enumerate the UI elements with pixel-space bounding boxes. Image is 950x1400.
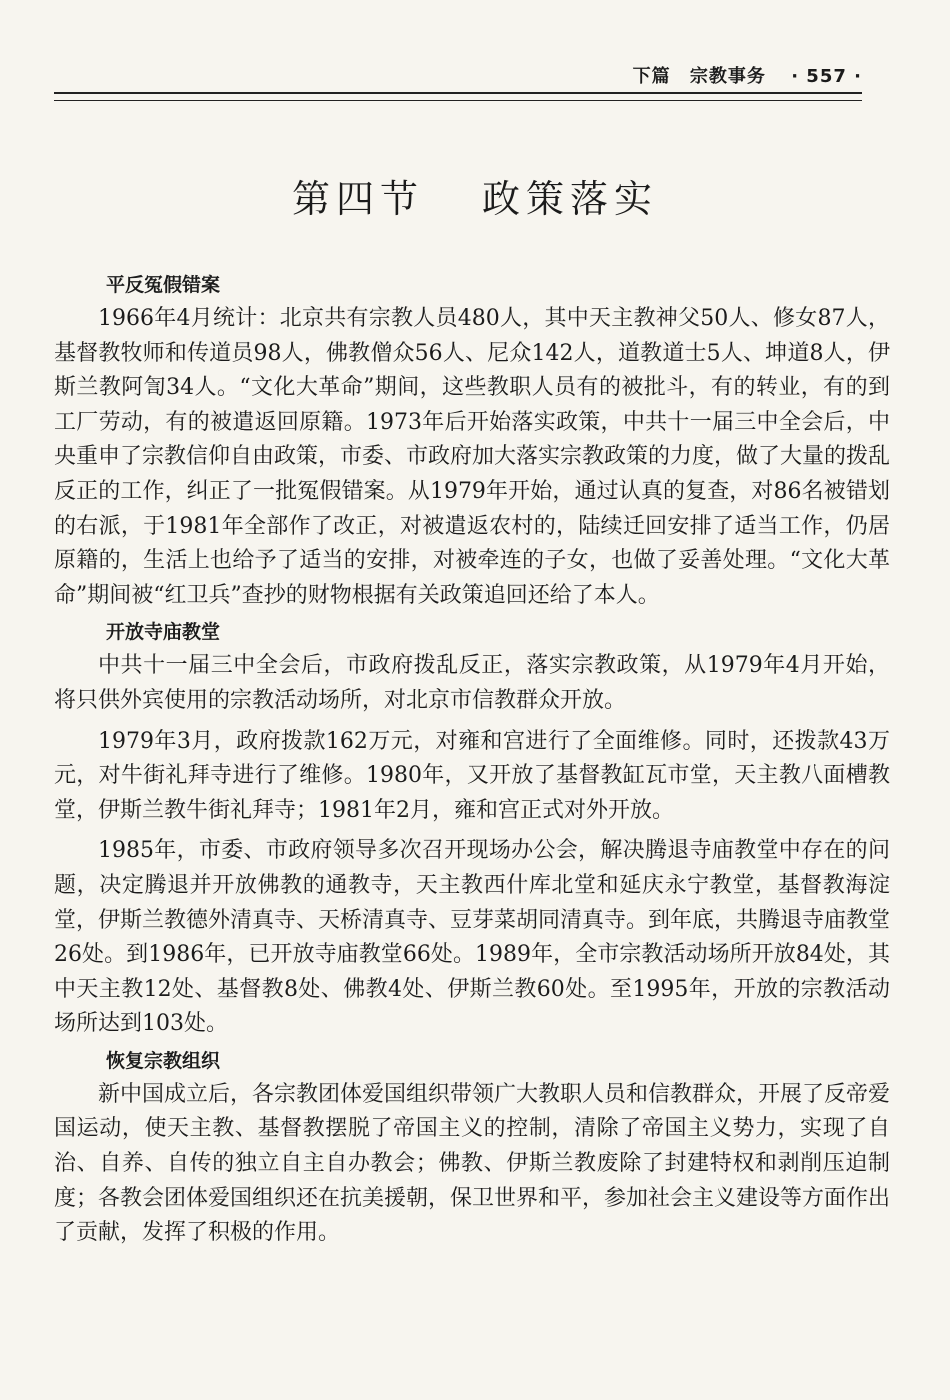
subheading-open-temples: 开放寺庙教堂 <box>106 621 221 644</box>
subheading-rehabilitation: 平反冤假错案 <box>106 274 221 296</box>
paragraph: 新中国成立后，各宗教团体爱国组织带领广大教职人员和信教群众，开展了反帝爱国运动，使天主教、基督教摆脱了帝国主义的控制，清除了帝国主义势力，实现了自治、自养、自传的独立自主自办教会；佛教、伊斯兰教废除了封建特权和剥削压迫制度；各教会团体爱国组织还在抗美援朝，保卫世界和平，参加社会主义建设等方面作出了贡献，发挥了积极的作用。 <box>54 1081 891 1246</box>
subheading-restore-organizations: 恢复宗教组织 <box>106 1049 221 1072</box>
page-number: · 557 · <box>791 66 862 87</box>
body-content <box>54 268 890 1251</box>
header-section: 宗教事务 <box>689 66 766 87</box>
running-header <box>633 62 862 88</box>
paragraph: 1966年4月统计：北京共有宗教人员480人，其中天主教神父50人、修女87人，基督教牧师和传道员98人，佛教僧众56人、尼众142人，道教道士5人、坤道8人，伊斯兰教阿訇34人。“文化大革命”期间，这些教职人员有的被批斗，有的转业，有的到工厂劳动，有的被遣返回原籍。1973年后开始落实政策，中共十一届三中全会后，中央重申了宗教信仰自由政策，市委、市政府加大落实宗教政策的力度，做了大量的拨乱反正的工作，纠正了一批冤假错案。从1979年开始，通过认真的复查，对86名被错划的右派，于1981年全部作了改正，对被遣返农村的，陆续迁回安排了适当工作，仍居原籍的，生活上也给予了适当的安排，对被牵连的子女，也做了妥善处理。“文化大革命”期间被“红卫兵”查抄的财物根据有关政策追回还给了本人。 <box>54 306 891 608</box>
paragraph: 1985年，市委、市政府领导多次召开现场办公会，解决腾退寺庙教堂中存在的问题，决定腾退并开放佛教的通教寺，天主教西什库北堂和延庆永宁教堂，基督教海淀堂，伊斯兰教德外清真寺、天桥清真寺、豆芽菜胡同清真寺。到年底，共腾退寺庙教堂26处。到1986年，已开放寺庙教堂66处。1989年，全市宗教活动场所开放84处，其中天主教12处、基督教8处、佛教4处、伊斯兰教60处。至1995年，开放的宗教活动场所达到103处。 <box>54 838 891 1037</box>
section-title-text: 政策落实 <box>482 177 659 221</box>
section-title <box>0 168 950 223</box>
header-part: 下篇 <box>632 66 671 87</box>
section-number: 第四节 <box>291 177 424 221</box>
paragraph: 1979年3月，政府拨款162万元，对雍和宫进行了全面维修。同时，还拨款43万元，对牛街礼拜寺进行了维修。1980年，又开放了基督教缸瓦市堂，天主教八面槽教堂，伊斯兰教牛街礼拜寺；1981年2月，雍和宫正式对外开放。 <box>54 728 890 823</box>
header-rule <box>54 92 862 101</box>
paragraph: 中共十一届三中全会后，市政府拨乱反正，落实宗教政策，从1979年4月开始，将只供外宾使用的宗教活动场所，对北京市信教群众开放。 <box>54 653 890 713</box>
